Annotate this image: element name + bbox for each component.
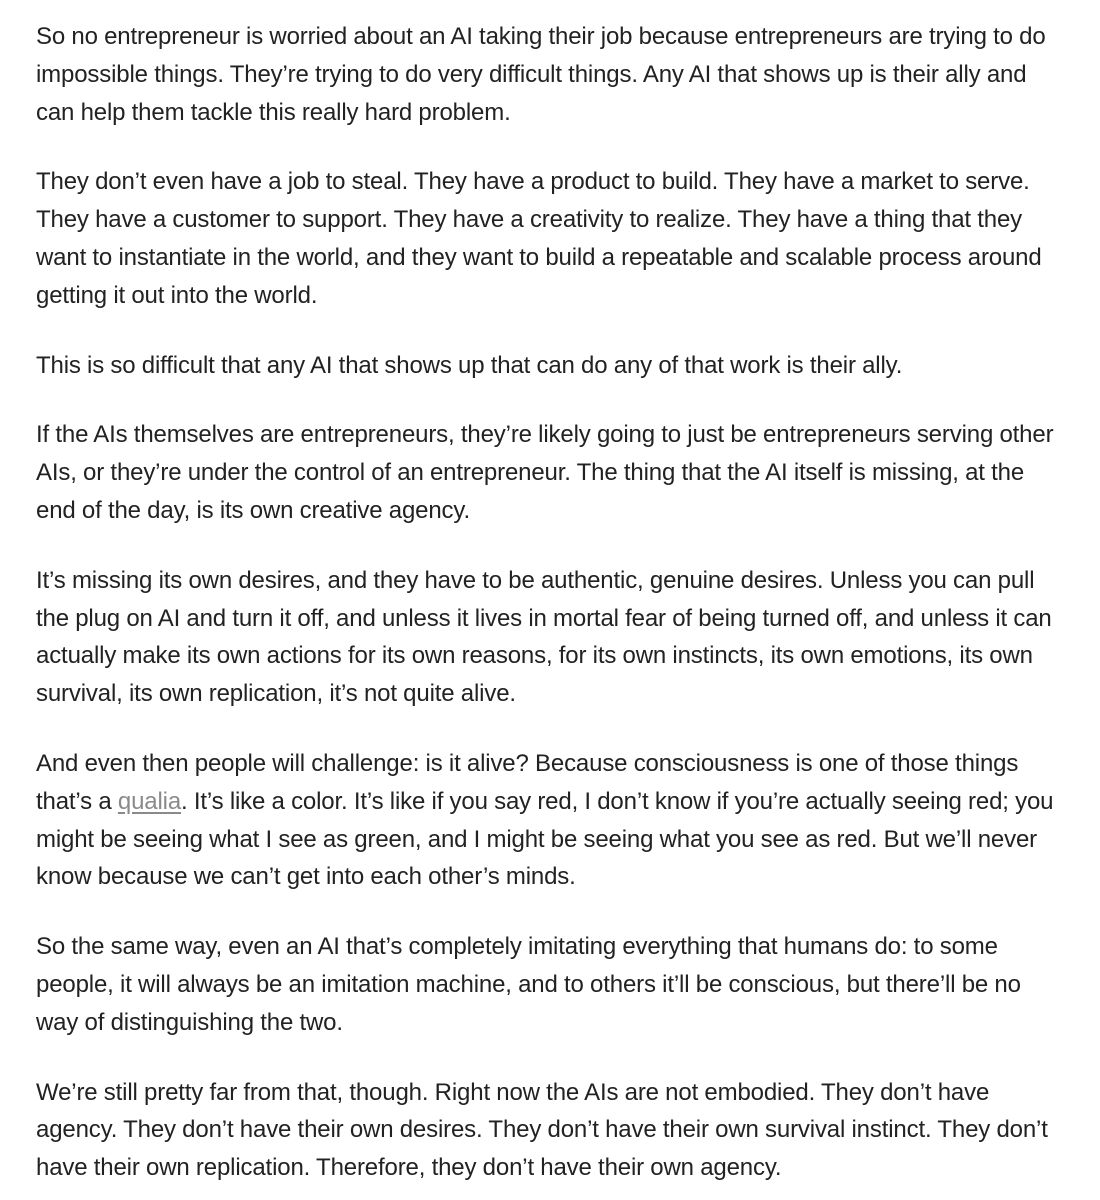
paragraph-not-embodied: We’re still pretty far from that, though. Right now the AIs are not embodied. They don’t have agency. They don’t have their own desires. They don’t have their own survival instinct. They don’t have their own replication. Therefore, they don’t have their own agency. <box>36 1078 1048 1182</box>
paragraph-text-after-link: . It’s like a color. It’s like if you say red, I don’t know if you’re actually seeing red; you might be seeing what I see as green, and I might be seeing what you see as red. But we’ll never know because we can’t get into each other’s minds. <box>36 787 1054 891</box>
paragraph-text-before-link: And even then people will challenge: is it alive? Because consciousness is one of those things that’s a <box>36 749 1019 815</box>
paragraph-difficult-ally: This is so difficult that any AI that shows up that can do any of that work is their ally. <box>36 351 903 379</box>
paragraph-imitation-machine: So the same way, even an AI that’s completely imitating everything that humans do: to some people, it will always be an imitation machine, and to others it’ll be conscious, but there’ll be no way of distinguishing the two. <box>36 933 1021 1036</box>
paragraph-entrepreneur-ai-ally: So no entrepreneur is worried about an AI taking their job because entrepreneurs are trying to do impossible things. They’re trying to do very difficult things. Any AI that shows up is their ally and can help them tackle this really hard problem. <box>36 23 1046 126</box>
paragraph-no-job-to-steal: They don’t even have a job to steal. They have a product to build. They have a market to serve. They have a customer to support. They have a creativity to realize. They have a thing that they want to instantiate in the world, and they want to build a repeatable and scalable process around getting it out into the world. <box>36 168 1042 309</box>
paragraph-ais-as-entrepreneurs: If the AIs themselves are entrepreneurs, they’re likely going to just be entrepreneurs serving other AIs, or they’re under the control of an entrepreneur. The thing that the AI itself is missing, at the end of the day, is its own creative agency. <box>36 421 1054 524</box>
paragraph-consciousness-qualia <box>36 745 1060 896</box>
paragraph-own-desires: It’s missing its own desires, and they have to be authentic, genuine desires. Unless you can pull the plug on AI and turn it off, and unless it lives in mortal fear of being turned off, and unless it can actually make its own actions for its own reasons, for its own instincts, its own emotions, its own survival, its own replication, it’s not quite alive. <box>36 566 1052 708</box>
qualia-link[interactable]: qualia <box>117 787 182 815</box>
